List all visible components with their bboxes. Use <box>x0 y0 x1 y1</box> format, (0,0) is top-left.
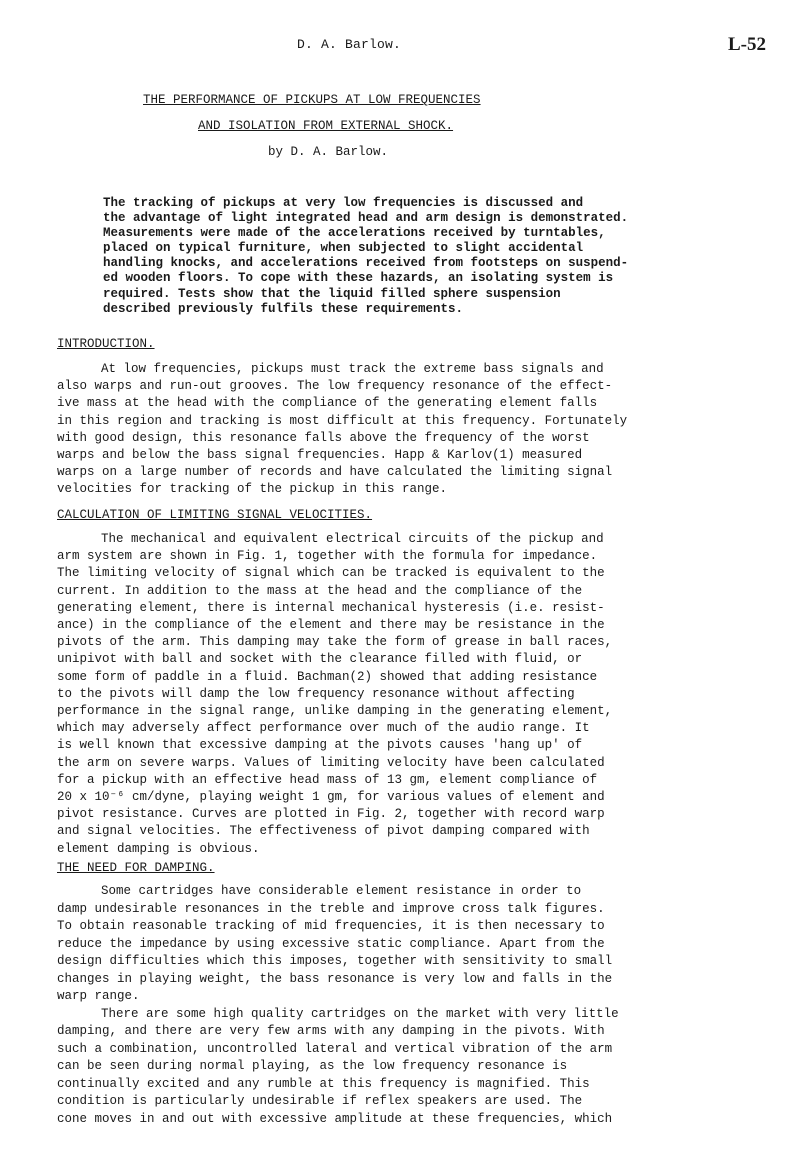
text-line: in this region and tracking is most difficult at this frequency. Fortunately <box>57 413 628 428</box>
page-number: L-52 <box>728 34 766 55</box>
text-line: generating element, there is internal mechanical hysteresis (i.e. resist- <box>57 600 605 615</box>
text-line: some form of paddle in a fluid. Bachman(2) showed that adding resistance <box>57 669 598 684</box>
text-line: The mechanical and equivalent electrical circuits of the pickup and <box>101 532 604 546</box>
text-line: arm system are shown in Fig. 1, together with the formula for impedance. <box>57 549 598 564</box>
byline: by D. A. Barlow. <box>268 145 389 159</box>
text-line: Some cartridges have considerable element resistance in order to <box>101 884 582 898</box>
title-line-2: AND ISOLATION FROM EXTERNAL SHOCK. <box>198 119 454 133</box>
abstract-line: described previously fulfils these requirements. <box>103 301 464 316</box>
abstract-line: handling knocks, and accelerations received from footsteps on suspend- <box>103 256 629 271</box>
text-line: to the pivots will damp the low frequency resonance without affecting <box>57 686 575 701</box>
text-line: the arm on severe warps. Values of limiting velocity have been calculated <box>57 755 605 770</box>
text-line: At low frequencies, pickups must track the extreme bass signals and <box>101 362 604 376</box>
abstract <box>103 196 723 317</box>
text-line: performance in the signal range, unlike damping in the generating element, <box>57 704 613 719</box>
text-line: velocities for tracking of the pickup in this range. <box>57 482 448 497</box>
text-line: ance) in the compliance of the element and there may be resistance in the <box>57 618 605 633</box>
section-heading-need-for-damping: THE NEED FOR DAMPING. <box>57 861 215 875</box>
text-line: warps and below the bass signal frequencies. Happ & Karlov(1) measured <box>57 448 583 463</box>
section-introduction <box>57 361 737 499</box>
title-line-1: THE PERFORMANCE OF PICKUPS AT LOW FREQUENCIES <box>143 93 481 107</box>
text-line: which may adversely affect performance over much of the audio range. It <box>57 721 590 736</box>
text-line: element damping is obvious. <box>57 841 260 856</box>
text-line: can be seen during normal playing, as the low frequency resonance is <box>57 1059 568 1073</box>
text-line: also warps and run-out grooves. The low frequency resonance of the effect- <box>57 379 613 394</box>
text-line: There are some high quality cartridges on the market with very little <box>101 1006 619 1021</box>
section-calculation <box>57 531 737 858</box>
text-line: pivots of the arm. This damping may take the form of grease in ball races, <box>57 635 613 650</box>
running-head: D. A. Barlow. <box>297 37 402 52</box>
section-heading-introduction: INTRODUCTION. <box>57 337 155 351</box>
text-line: cone moves in and out with excessive amplitude at these frequencies, which <box>57 1111 613 1126</box>
text-line: damp undesirable resonances in the treble and improve cross talk figures. <box>57 901 605 916</box>
section-heading-calculation: CALCULATION OF LIMITING SIGNAL VELOCITIES. <box>57 508 373 522</box>
text-line: ive mass at the head with the compliance of the generating element falls <box>57 396 598 411</box>
text-line: is well known that excessive damping at the pivots causes 'hang up' of <box>57 738 583 753</box>
text-line: design difficulties which this imposes, together with sensitivity to small <box>57 954 613 968</box>
text-line: reduce the impedance by using excessive static compliance. Apart from the <box>57 936 605 951</box>
text-line: such a combination, uncontrolled lateral and vertical vibration of the arm <box>57 1041 613 1056</box>
text-line: 20 x 10⁻⁶ cm/dyne, playing weight 1 gm, for various values of element and <box>57 790 605 805</box>
text-line: and signal velocities. The effectiveness of pivot damping compared with <box>57 824 590 839</box>
text-line: unipivot with ball and socket with the clearance filled with fluid, or <box>57 652 583 667</box>
text-line: pivot resistance. Curves are plotted in Fig. 2, together with record warp <box>57 807 605 822</box>
text-line: The limiting velocity of signal which can be tracked is equivalent to the <box>57 566 605 581</box>
abstract-line: Measurements were made of the accelerations received by turntables, <box>103 226 606 241</box>
abstract-line: ed wooden floors. To cope with these hazards, an isolating system is <box>103 271 614 286</box>
text-line: for a pickup with an effective head mass of 13 gm, element compliance of <box>57 772 598 787</box>
section-need-for-damping <box>57 883 737 1128</box>
text-line: condition is particularly undesirable if reflex speakers are used. The <box>57 1094 583 1108</box>
abstract-line: the advantage of light integrated head and arm design is demonstrated. <box>103 211 629 226</box>
text-line: To obtain reasonable tracking of mid frequencies, it is then necessary to <box>57 919 605 933</box>
text-line: continually excited and any rumble at this frequency is magnified. This <box>57 1076 590 1091</box>
abstract-line: placed on typical furniture, when subjected to slight accidental <box>103 241 584 256</box>
text-line: warps on a large number of records and have calculated the limiting signal <box>57 465 613 480</box>
text-line: current. In addition to the mass at the head and the compliance of the <box>57 583 583 598</box>
abstract-line: required. Tests show that the liquid filled sphere suspension <box>103 286 561 301</box>
abstract-line: The tracking of pickups at very low frequencies is discussed and <box>103 196 584 210</box>
text-line: changes in playing weight, the bass resonance is very low and falls in the <box>57 971 613 986</box>
text-line: damping, and there are very few arms with any damping in the pivots. With <box>57 1024 605 1038</box>
text-line: with good design, this resonance falls above the frequency of the worst <box>57 430 590 445</box>
text-line: warp range. <box>57 989 140 1003</box>
